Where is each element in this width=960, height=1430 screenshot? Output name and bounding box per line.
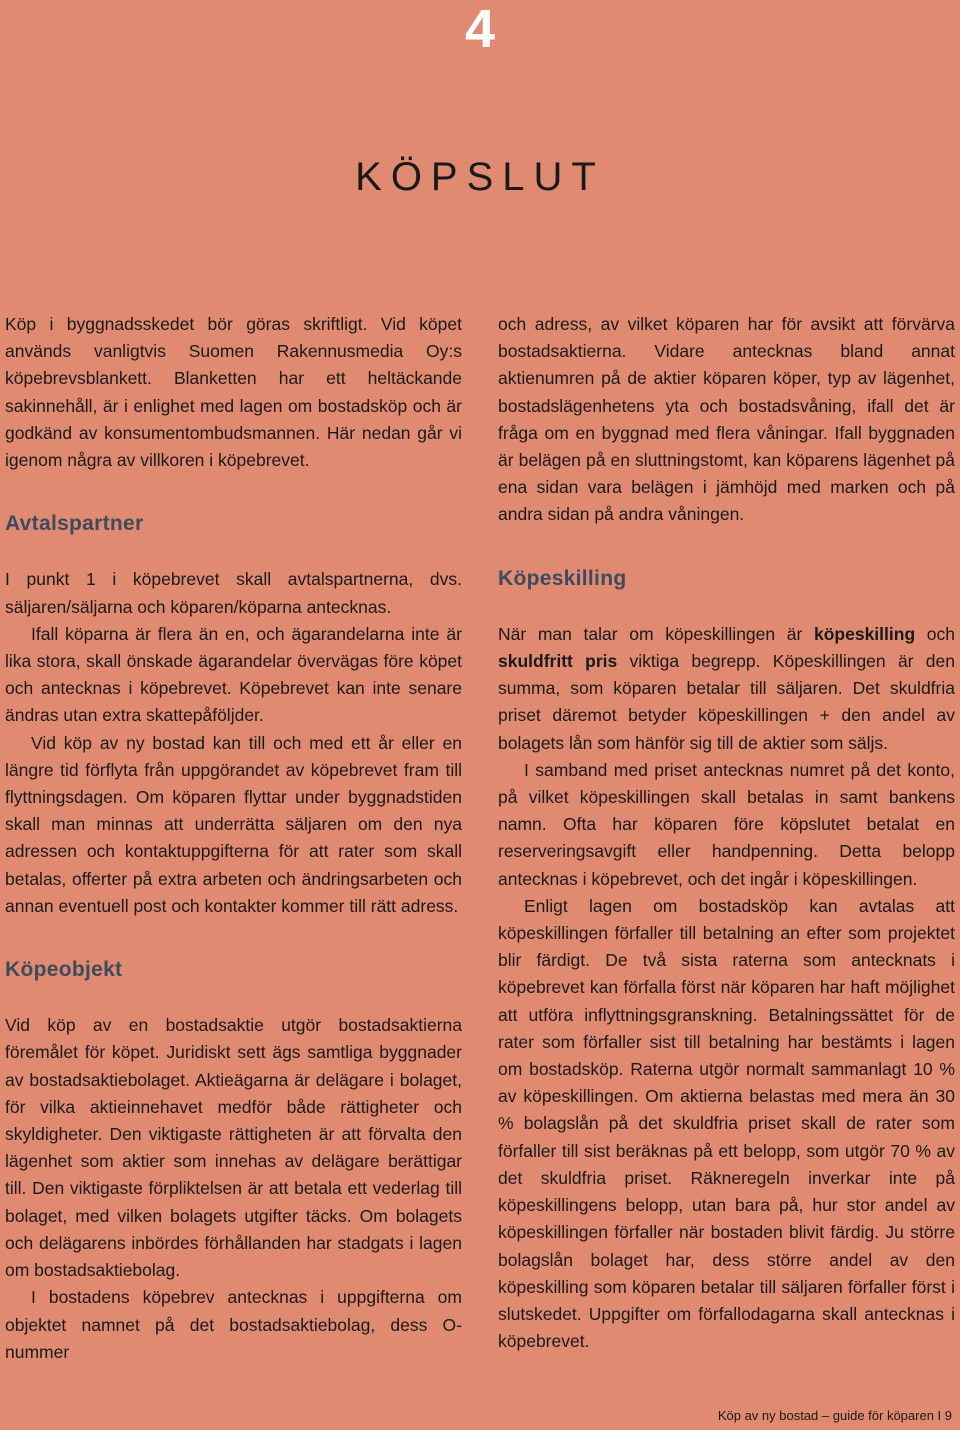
kopeskilling-paragraph-2: I samband med priset antecknas numret på det konto, på vilket köpeskillingen skall betalas in samt bankens namn. Ofta har köparen före köpslutet betalat en reserveringsavgift eller handpenning. Detta belopp antecknas i köpebrevet, och det ingår i köpeskillingen. <box>498 759 955 889</box>
term-kopeskilling: köpeskilling <box>814 623 916 644</box>
kopeskilling-paragraph-1 <box>498 621 955 757</box>
term-skuldfritt-pris: skuldfritt pris <box>498 651 618 672</box>
kopeskilling-text-c: och <box>915 623 956 644</box>
kopeobjekt-paragraph-1: Vid köp av en bostadsaktie utgör bostadsaktierna föremålet för köpet. Juridiskt sett ägs samtliga byggnader av bostadsaktiebolaget. Aktieägarna är delägare i bolaget, för vilka aktieinnehavet medför både rättigheter och skyldigheter. Den viktigaste rättigheten är att förvalta den lägenhet som aktier som innehas av delägare berättigar till. Den viktigaste förpliktelsen är att betala ett vederlag till bolaget, med vilken bolagets utgifter täcks. Om bolagets och delägarens inbördes förhållanden har stadgats i lagen om bostadsaktiebolag. <box>5 1015 462 1281</box>
avtalspartner-paragraph-2: Ifall köparna är flera än en, och ägarandelarna inte är lika stora, skall önskade ägarandelar övervägas före köpet och antecknas i köpebrevet. Köpebrevet kan inte senare ändras utan extra skattepåföljder. <box>5 623 462 726</box>
kopeskilling-text-a: När man talar om köpeskillingen är <box>498 623 814 644</box>
chapter-number: 4 <box>464 0 496 59</box>
kopeskilling-text-d: viktiga begrepp. Köpeskillingen är den summa, som köparen betalar till säljaren. Det skuldfria priset däremot betyder köpeskillingen + den andel av bolagets lån som hänför sig till de aktier som säljs. <box>498 651 955 753</box>
page-title: KÖPSLUT <box>355 154 605 199</box>
heading-avtalspartner: Avtalspartner <box>5 512 144 536</box>
kopeobjekt-paragraph-2: I bostadens köpebrev antecknas i uppgifterna om objektet namnet på det bostadsaktiebolag, dess O-nummer <box>5 1287 462 1362</box>
heading-kopeobjekt: Köpeobjekt <box>5 958 123 982</box>
avtalspartner-paragraph-3: Vid köp av ny bostad kan till och med ett år eller en längre tid förflyta från uppgörandet av köpebrevet fram till flyttningsdagen. Om köparen flyttar under byggnadstiden skall man minnas att underrätta säljaren om den nya adressen och kontaktuppgifterna för att rater som skall betalas, offerter på extra arbeten och ändringsarbeten och annan eventuell post och kontakter kommer till rätt adress. <box>5 732 462 916</box>
right-column <box>498 311 955 1355</box>
intro-paragraph: Köp i byggnadsskedet bör göras skriftligt. Vid köpet används vanligtvis Suomen Rakennusmedia Oy:s köpebrevsblankett. Blanketten har ett heltäckande sakinnehåll, är i enlighet med lagen om bostadsköp och är godkänd av konsumentombudsmannen. Här nedan går vi igenom några av villkoren i köpebrevet. <box>5 314 462 471</box>
page-footer: Köp av ny bostad – guide för köparen I 9 <box>717 1408 952 1423</box>
left-column <box>5 311 462 1366</box>
kopeskilling-paragraph-3: Enligt lagen om bostadsköp kan avtalas att köpeskillingen förfaller till betalning an efter som projektet blir färdigt. De två sista raterna som antecknats i köpebrevet kan förfalla först när köparen har haft möjlighet att utföra inflyttningsgranskning. Betalningssättet för de rater som förfaller sist till betalning har bestämts i lagen om bostadsköp. Raterna utgör normalt sammanlagt 10 % av köpeskillingen. Om aktierna belastas med mera än 30 % bolagslån på det skuldfria priset skall de rater som förfaller till sist beräknas på ett belopp, som utgör 70 % av det skuldfria priset. Räkneregeln inverkar inte på köpeskillingens belopp, utan bara på, hur stor andel av köpeskillingen förfaller när bostaden blivit färdig. Ju större bolagslån bolaget har, dess större andel av den köpeskilling som köparen betalar till säljaren förfaller först i slutskedet. Uppgifter om förfallodagarna skall antecknas i köpebrevet. <box>498 895 955 1352</box>
kopeobjekt-paragraph-continued: och adress, av vilket köparen har för avsikt att förvärva bostadsaktierna. Vidare antecknas bland annat aktienumren på de aktier köparen köper, typ av lägenhet, bostadslägenhetens yta och bostadsvåning, ifall det är fråga om en byggnad med flera våningar. Ifall byggnaden är belägen på en sluttningstomt, kan köparens lägenhet på ena sidan vara belägen i jämhöjd med marken och på andra sidan på andra våningen. <box>498 314 955 525</box>
avtalspartner-paragraph-1: I punkt 1 i köpebrevet skall avtalspartnerna, dvs. säljaren/säljarna och köparen/köparna antecknas. <box>5 569 462 617</box>
heading-kopeskilling: Köpeskilling <box>498 566 627 590</box>
